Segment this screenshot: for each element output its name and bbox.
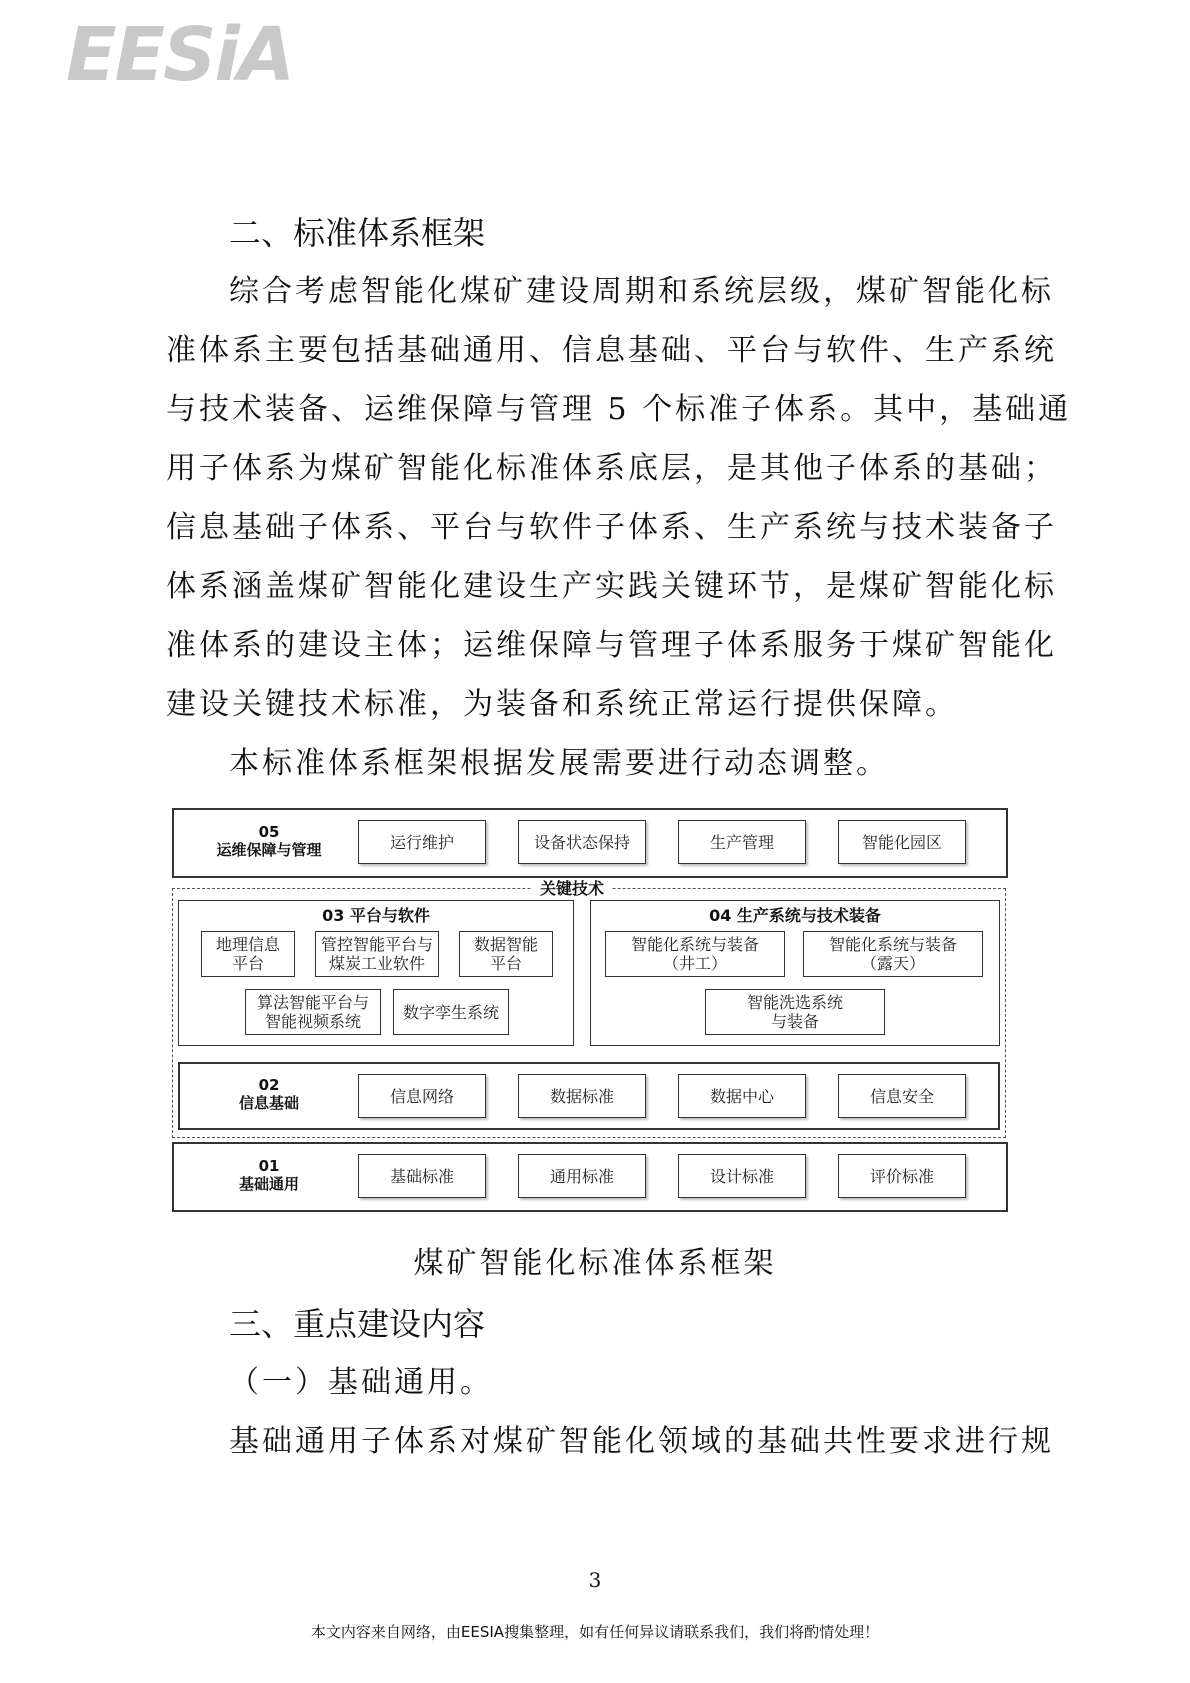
section-3-subtitle: （一）基础通用。: [229, 1365, 493, 1400]
box-digital-twin: 数字孪生系统: [393, 989, 509, 1035]
paragraph-line: 建设关键技术标准，为装备和系统正常运行提供保障。: [166, 687, 958, 722]
box-general-standard: 通用标准: [518, 1154, 646, 1198]
eesia-logo: EESiA: [66, 12, 294, 98]
box-algorithm-platform: 算法智能平台与 智能视频系统: [245, 989, 381, 1035]
box-underground-systems: 智能化系统与装备 （井工）: [605, 931, 785, 977]
layer-01-name: 基础通用: [238, 1175, 299, 1193]
paragraph-line: 准体系主要包括基础通用、信息基础、平台与软件、生产系统: [166, 333, 1057, 368]
paragraph-line: 与技术装备、运维保障与管理 5 个标准子体系。其中，基础通: [166, 392, 1072, 427]
box-data-center: 数据中心: [678, 1074, 806, 1118]
paragraph-line: 体系涵盖煤矿智能化建设生产实践关键环节，是煤矿智能化标: [166, 569, 1057, 604]
layer-05-name: 运维保障与管理: [216, 841, 322, 859]
paragraph-line: 准体系的建设主体；运维保障与管理子体系服务于煤矿智能化: [166, 628, 1057, 663]
layer-02: [178, 1062, 1000, 1130]
section-2-title: 二、标准体系框架: [229, 214, 486, 252]
layer-02-number: 02: [258, 1076, 280, 1094]
box-equipment-status: 设备状态保持: [518, 820, 646, 864]
paragraph-line: 综合考虑智能化煤矿建设周期和系统层级，煤矿智能化标: [229, 274, 1054, 309]
layer-05: [172, 808, 1008, 878]
box-washing-systems: 智能洗选系统 与装备: [705, 989, 885, 1035]
page-number: 3: [588, 1568, 602, 1592]
section-3-title: 三、重点建设内容: [229, 1305, 486, 1343]
box-design-standard: 设计标准: [678, 1154, 806, 1198]
group-03-platform-software: [178, 900, 574, 1046]
figure-caption: 煤矿智能化标准体系框架: [413, 1246, 777, 1281]
box-control-platform: 管控智能平台与 煤炭工业软件: [315, 931, 439, 977]
box-geo-info-platform: 地理信息 平台: [201, 931, 295, 977]
box-data-standard: 数据标准: [518, 1074, 646, 1118]
box-evaluation-standard: 评价标准: [838, 1154, 966, 1198]
standard-framework-diagram: [172, 808, 1008, 1210]
box-info-network: 信息网络: [358, 1074, 486, 1118]
box-basic-standard: 基础标准: [358, 1154, 486, 1198]
box-smart-park: 智能化园区: [838, 820, 966, 864]
paragraph-line: 本标准体系框架根据发展需要进行动态调整。: [229, 746, 889, 781]
group-03-title: 03 平台与软件: [322, 906, 430, 925]
box-operation-maintenance: 运行维护: [358, 820, 486, 864]
group-04-production-systems: [590, 900, 1000, 1046]
paragraph-line: 信息基础子体系、平台与软件子体系、生产系统与技术装备子: [166, 510, 1057, 545]
box-open-pit-systems: 智能化系统与装备 （露天）: [803, 931, 983, 977]
layer-02-label: [194, 1076, 344, 1112]
box-production-management: 生产管理: [678, 820, 806, 864]
layer-01: [172, 1142, 1008, 1212]
paragraph-line: 基础通用子体系对煤矿智能化领域的基础共性要求进行规: [229, 1424, 1054, 1459]
paragraph-line: 用子体系为煤矿智能化标准体系底层，是其他子体系的基础；: [166, 451, 1057, 486]
group-04-title: 04 生产系统与技术装备: [709, 906, 881, 925]
key-technology-label: 关键技术: [532, 880, 612, 898]
layer-05-label: [194, 823, 344, 859]
footer-notice: 本文内容来自网络，由EESIA搜集整理，如有任何异议请联系我们，我们将酌情处理！: [310, 1623, 880, 1641]
layer-01-number: 01: [258, 1157, 280, 1175]
layer-02-name: 信息基础: [238, 1094, 299, 1112]
box-info-security: 信息安全: [838, 1074, 966, 1118]
layer-05-number: 05: [258, 823, 280, 841]
box-data-intelligence-platform: 数据智能 平台: [459, 931, 553, 977]
layer-01-label: [194, 1157, 344, 1193]
